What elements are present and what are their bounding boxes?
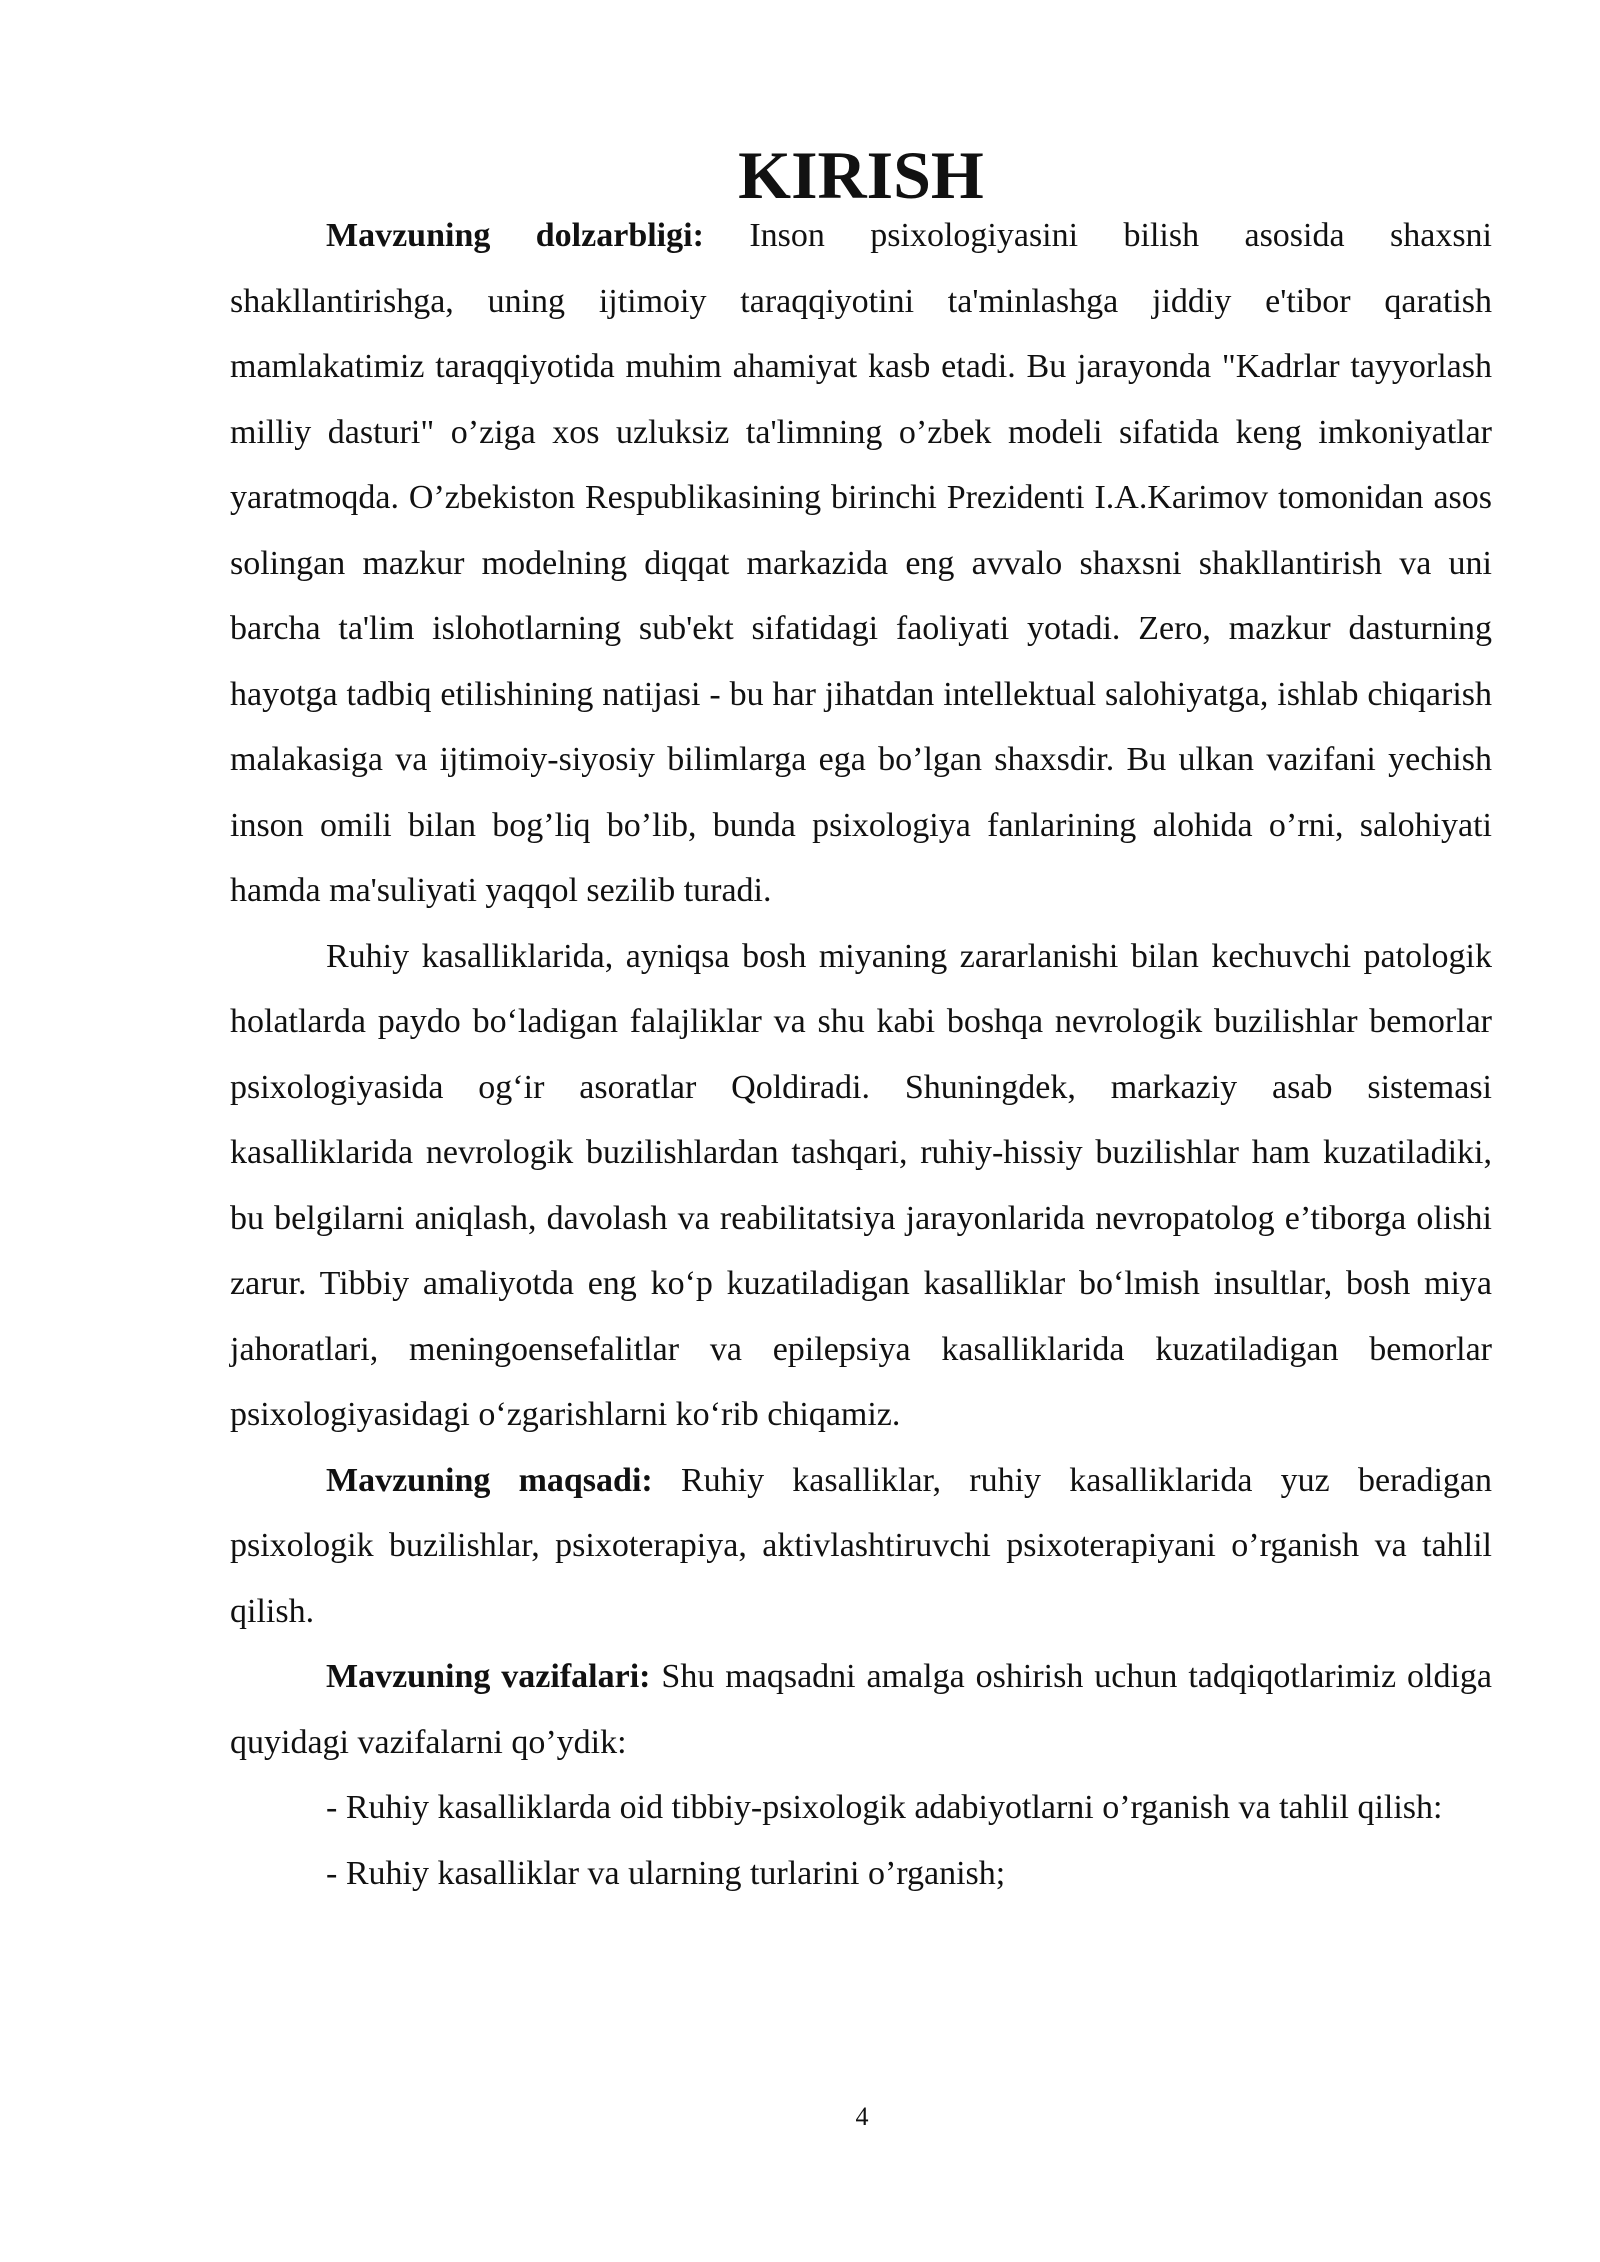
paragraph-goal bbox=[230, 1448, 1492, 1645]
paragraph-relevance bbox=[230, 203, 1492, 924]
paragraph-text: Ruhiy kasalliklar, ruhiy kasalliklarida yuz beradigan psixologik buzilishlar, psixoterapiya, aktivlashtiruvchi psixoterapiyani o’rganish va tahlil qilish. bbox=[230, 1461, 1492, 1630]
paragraph-text: - Ruhiy kasalliklarda oid tibbiy-psixologik adabiyotlarni o’rganish va tahlil qilish: bbox=[326, 1789, 1443, 1826]
document-page bbox=[230, 137, 1492, 1906]
paragraph-label: Mavzuning vazifalari: bbox=[326, 1658, 651, 1695]
paragraph-text: Shu maqsadni amalga oshirish uchun tadqiqotlarimiz oldiga quyidagi vazifalarni qo’ydik: bbox=[230, 1658, 1492, 1761]
paragraph-text: Inson psixologiyasini bilish asosida shaxsni shakllantirishga, uning ijtimoiy taraqqiyotini ta'minlashga jiddiy e'tibor qaratish mamlakatimiz taraqqiyotida muhim ahamiyat kasb etadi. Bu jarayonda "Kadrlar tayyorlash milliy dasturi" o’ziga xos uzluksiz ta'limning o’zbek modeli sifatida keng imkoniyatlar yaratmoqda. O’zbekiston Respublikasining birinchi Prezidenti I.A.Karimov tomonidan asos solingan mazkur modelning diqqat markazida eng avvalo shaxsni shakllantirish va uni barcha ta'lim islohotlarning sub'ekt sifatidagi faoliyati yotadi. Zero, mazkur dasturning hayotga tadbiq etilishining natijasi - bu har jihatdan intellektual salohiyatga, ishlab chiqarish malakasiga va ijtimoiy-siyosiy bilimlarga ega bo’lgan shaxsdir. Bu ulkan vazifani yechish inson omili bilan bog’liq bo’lib, bunda psixologiya fanlarining alohida o’rni, salohiyati hamda ma'suliyati yaqqol sezilib turadi. bbox=[230, 217, 1492, 909]
paragraph-label: Mavzuning dolzarbligi: bbox=[326, 217, 704, 254]
paragraph-label: Mavzuning maqsadi: bbox=[326, 1461, 653, 1499]
paragraph-tasks bbox=[230, 1644, 1492, 1775]
paragraph-text: - Ruhiy kasalliklar va ularning turlarini o’rganish; bbox=[326, 1854, 1006, 1892]
list-item-task bbox=[230, 1775, 1492, 1841]
paragraph-diseases bbox=[230, 924, 1492, 1448]
document-title: KIRISH bbox=[738, 137, 984, 213]
paragraph-text: Ruhiy kasalliklarida, ayniqsa bosh miyaning zararlanishi bilan kechuvchi patologik holatlarda paydo bo‘ladigan falajliklar va shu kabi boshqa nevrologik buzilishlar bemorlar psixologiyasida og‘ir asoratlar Qoldiradi. Shuningdek, markaziy asab sistemasi kasalliklarida nevrologik buzilishlardan tashqari, ruhiy-hissiy buzilishlar ham kuzatiladiki, bu belgilarni aniqlash, davolash va reabilitatsiya jarayonlarida nevropatolog e’tiborga olishi zarur. Tibbiy amaliyotda eng ko‘p kuzatiladigan kasalliklar bo‘lmish insultlar, bosh miya jahoratlari, meningoensefalitlar va epilepsiya kasalliklarida kuzatiladigan bemorlar psixologiyasidagi o‘zgarishlarni ko‘rib chiqamiz. bbox=[230, 937, 1492, 1433]
list-item-task bbox=[230, 1841, 1492, 1907]
page-number: 4 bbox=[855, 2102, 869, 2131]
